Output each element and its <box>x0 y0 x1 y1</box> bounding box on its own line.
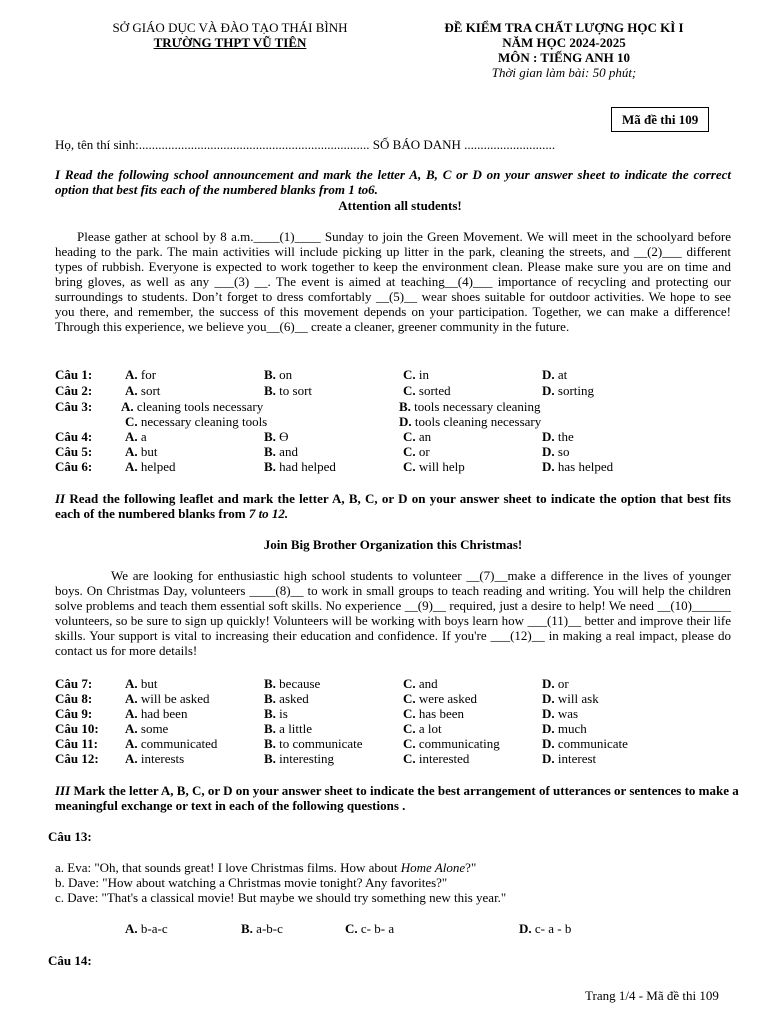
option-c: an <box>418 429 432 444</box>
option-d: communicate <box>557 736 628 751</box>
option-c: will help <box>418 459 465 474</box>
option-a: sort <box>140 383 161 398</box>
option-d: the <box>557 429 574 444</box>
section3-instruction: III Mark the letter A, B, C, or D on your answer sheet to indicate the best arrangement of utterances or sentences to make a meaningful exchange or text in each of the following questions . <box>55 783 739 813</box>
question-row: Câu 1: A. for B. on C. in D. at <box>55 367 568 382</box>
section2-instruction: II Read the following leaflet and mark the letter A, B, C, or D on your answer sheet to indicate the option that best fits each of the numbered blanks from 7 to 12. <box>55 491 731 521</box>
section2-passage: We are looking for enthusiastic high school students to volunteer __(7)__make a difference in the lives of younger boys. On Christmas Day, volunteers ____(8)__ to work in small groups to teach reading and writing. You will help the children solve problems and teach them essential soft skills. No experience __(9)__ required, just a desire to help! We need __(10)______ volunteers, so be sure to sign up quickly! Volunteers will be working with boys learn how ___(11)__ better and improve their life skills. Your support is vital to increasing their education and confidence. If you're ___(12)__ in making a real impact, please do contact us for more details! <box>55 568 731 658</box>
option-c: were asked <box>418 691 477 706</box>
q13-option-c: C. c- b- a <box>345 921 395 936</box>
school-name: TRƯỜNG THPT VŨ TIÊN <box>153 35 307 50</box>
option-d: at <box>557 367 568 382</box>
section1-title: Attention all students! <box>338 198 462 213</box>
question-14-label: Câu 14: <box>48 953 92 968</box>
student-info-line: Họ, tên thí sinh:....................................................................... SỐ BÁO DANH ............................ <box>55 137 556 152</box>
question-row: Câu 6: A. helped B. had helped C. will help D. has helped <box>55 459 614 474</box>
question-row: Câu 11: A. communicated B. to communicate C. communicating D. communicate <box>55 736 628 751</box>
question-row: Câu 12: A. interests B. interesting C. interested D. interest <box>55 751 597 766</box>
option-a: interests <box>140 751 185 766</box>
option-b: to sort <box>279 383 313 398</box>
option-b: to communicate <box>279 736 363 751</box>
section2-title: Join Big Brother Organization this Christmas! <box>263 537 523 552</box>
question-row: Câu 7: A. but B. because C. and D. or <box>55 676 569 691</box>
department-name: SỞ GIÁO DỤC VÀ ĐÀO TẠO THÁI BÌNH <box>112 20 348 35</box>
question-row: Câu 8: A. will be asked B. asked C. were asked D. will ask <box>55 691 599 706</box>
exam-time: Thời gian làm bài: 50 phút; <box>491 65 637 80</box>
option-c: necessary cleaning tools <box>140 414 268 429</box>
header-left <box>70 20 390 50</box>
question-label: Câu 1: <box>55 367 93 382</box>
option-c: in <box>418 367 430 382</box>
option-b: and <box>279 444 298 459</box>
option-a: helped <box>140 459 176 474</box>
option-a: some <box>140 721 169 736</box>
option-c: and <box>418 676 438 691</box>
option-a: but <box>140 676 158 691</box>
subject: MÔN : TIẾNG ANH 10 <box>498 50 630 65</box>
question-label: Câu 2: <box>55 383 93 398</box>
section1-instruction: I Read the following school announcement and mark the letter A, B, C or D on your answer sheet to indicate the correct option that best fits each of the numbered blanks from 1 to6. <box>55 167 731 197</box>
question-row: Câu 3: A. cleaning tools necessary B. tools necessary cleaning <box>55 399 541 414</box>
option-b: tools necessary cleaning <box>414 399 541 414</box>
question-row: Câu 2: A. sort B. to sort C. sorted D. sorting <box>55 383 595 398</box>
school-year: NĂM HỌC 2024-2025 <box>502 35 626 50</box>
option-a: for <box>140 367 157 382</box>
question-row: Câu 9: A. had been B. is C. has been D. was <box>55 706 579 721</box>
option-d: sorting <box>557 383 595 398</box>
option-b: interesting <box>279 751 335 766</box>
page-footer: Trang 1/4 - Mã đề thi 109 <box>585 988 719 1003</box>
option-c: a lot <box>418 721 442 736</box>
question-row: Câu 4: A. a B. Ɵ C. an D. the <box>55 429 574 444</box>
question-label: Câu 5: <box>55 444 93 459</box>
option-b: a little <box>279 721 313 736</box>
option-a: a <box>140 429 147 444</box>
option-a: had been <box>140 706 188 721</box>
option-a: cleaning tools necessary <box>136 399 264 414</box>
q13-option-d: D. c- a - b <box>519 921 572 936</box>
option-c: interested <box>418 751 470 766</box>
option-d: tools cleaning necessary <box>414 414 542 429</box>
q13-option-a: A. b-a-c <box>125 921 168 936</box>
option-d: has helped <box>557 459 614 474</box>
header-right <box>404 20 724 80</box>
option-b: had helped <box>279 459 336 474</box>
option-c: or <box>418 444 430 459</box>
question-label: Câu 10: <box>55 721 99 736</box>
option-b: Ɵ <box>279 429 289 444</box>
question-label: Câu 11: <box>55 736 98 751</box>
question-label: Câu 4: <box>55 429 93 444</box>
dialogue-line-b: b. Dave: "How about watching a Christmas movie tonight? Any favorites?" <box>55 875 448 890</box>
question-row: C. necessary cleaning tools D. tools cleaning necessary <box>125 414 542 429</box>
q13-option-b: B. a-b-c <box>241 921 283 936</box>
option-b: because <box>279 676 321 691</box>
option-a: but <box>140 444 158 459</box>
question-label: Câu 6: <box>55 459 93 474</box>
option-a: will be asked <box>140 691 210 706</box>
exam-code-box: Mã đề thi 109 <box>611 107 709 132</box>
option-c: sorted <box>418 383 451 398</box>
option-c: has been <box>418 706 465 721</box>
question-label: Câu 7: <box>55 676 93 691</box>
question-label: Câu 12: <box>55 751 99 766</box>
option-b: on <box>279 367 293 382</box>
question-13-label: Câu 13: <box>48 829 92 844</box>
option-d: was <box>557 706 579 721</box>
dialogue-line-a: a. Eva: "Oh, that sounds great! I love Christmas films. How about Home Alone?" <box>55 860 477 875</box>
question-label: Câu 3: <box>55 399 93 414</box>
question-label: Câu 8: <box>55 691 93 706</box>
question-row: Câu 5: A. but B. and C. or D. so <box>55 444 570 459</box>
option-c: communicating <box>418 736 500 751</box>
option-d: so <box>557 444 570 459</box>
option-d: interest <box>557 751 597 766</box>
exam-title: ĐỀ KIỂM TRA CHẤT LƯỢNG HỌC KÌ I <box>444 20 684 35</box>
option-b: is <box>279 706 288 721</box>
option-d: will ask <box>557 691 599 706</box>
question-label: Câu 9: <box>55 706 93 721</box>
option-d: much <box>557 721 587 736</box>
option-b: asked <box>279 691 309 706</box>
question-row: Câu 10: A. some B. a little C. a lot D. much <box>55 721 587 736</box>
option-a: communicated <box>140 736 218 751</box>
option-d: or <box>557 676 569 691</box>
section1-passage: Please gather at school by 8 a.m.____(1)____ Sunday to join the Green Movement. We will meet in the schoolyard before heading to the park. The main activities will include picking up litter in the park, cleaning the streets, and __(2)___ different types of rubbish. Everyone is expected to work together to keep the environment clean. Please make sure you are on time and bring gloves, as well as any ___(3) __. The event is aimed at teaching__(4)___ importance of recycling and protecting our surroundings to students. Don’t forget to dress comfortably __(5)__ wear shoes suitable for outdoor activities. We hope to see you there, and remember, the success of this movement depends on your participation. Together, we can make a difference! Through this experience, we believe you__(6)__ create a cleaner, greener community in the future. <box>55 229 731 334</box>
dialogue-line-c: c. Dave: "That's a classical movie! But maybe we should try something new this year." <box>55 890 507 905</box>
